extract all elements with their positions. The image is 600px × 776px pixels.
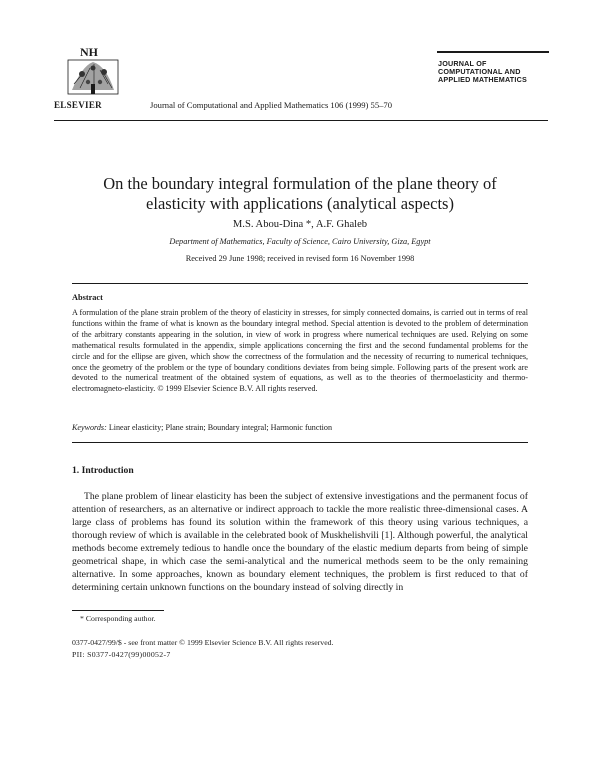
- keywords-label: Keywords:: [72, 423, 107, 432]
- keywords: [72, 423, 528, 432]
- abstract-text: A formulation of the plane strain problem of the theory of elasticity in stresses, for simply connected domains, is carried out in terms of real functions within the frame of what is known as the boundary integral method. Special attention is devoted to the problem of determination of the arbitrary constants appearing in the solution, in view of work in progress where numerical techniques are used. Relying on some mathematical results formulated in the appendix, simple applications concerning the first and the second fundamental problems for the circle and for the ellipse are given, which show the correctness of the formulation and the necessity of recurring to numerical techniques, once the geometry of the problem or the type of boundary conditions deviates from being simple. Following parts of the present work are devoted to the numerical treatment of the obtained system of equations, as well as to the theories of thermoelasticity and thermo-electromagneto-elasticity. © 1999 Elsevier Science B.V. All rights reserved.: [72, 308, 528, 394]
- keywords-list: Linear elasticity; Plane strain; Boundary integral; Harmonic function: [108, 423, 332, 432]
- header-rule: [54, 120, 548, 121]
- paper-title-line-1: On the boundary integral formulation of the plane theory of: [103, 174, 497, 193]
- journal-brand-line-1: JOURNAL OF: [438, 59, 487, 68]
- affiliation: Department of Mathematics, Faculty of Science, Cairo University, Giza, Egypt: [169, 237, 431, 246]
- pii-line: PII: S0377-0427(99)00052-7: [72, 650, 171, 659]
- corresponding-author-note: * Corresponding author.: [80, 614, 156, 623]
- authors: M.S. Abou-Dina *, A.F. Ghaleb: [232, 219, 368, 230]
- journal-brand: [438, 60, 548, 84]
- journal-brand-line-2: COMPUTATIONAL AND: [438, 67, 521, 76]
- abstract-bottom-rule: [72, 442, 528, 443]
- paper-title: [60, 174, 540, 214]
- publisher-name: ELSEVIER: [54, 100, 102, 110]
- journal-reference: Journal of Computational and Applied Mathematics 106 (1999) 55–70: [150, 100, 393, 110]
- abstract-top-rule: [72, 283, 528, 284]
- footnote-rule: [72, 610, 164, 611]
- logo-mark-text: NH: [80, 45, 98, 59]
- journal-brand-line-3: APPLIED MATHEMATICS: [438, 75, 527, 84]
- received-dates: Received 29 June 1998; received in revised form 16 November 1998: [185, 254, 415, 263]
- brand-rule: [437, 51, 549, 53]
- paper-title-line-2: elasticity with applications (analytical aspects): [146, 194, 454, 213]
- copyright-line: 0377-0427/99/$ - see front matter © 1999 Elsevier Science B.V. All rights reserved.: [72, 638, 334, 647]
- abstract-heading: Abstract: [72, 293, 103, 302]
- section-heading: 1. Introduction: [72, 465, 134, 476]
- section-body-text: The plane problem of linear elasticity has been the subject of extensive investigations and the permanent focus of attention of researchers, as an alternative or indirect approach to tackle the more realistic three-dimensional cases. A large class of problems has found its solution within the framework of this theory using various techniques, a thorough review of which is available in the celebrated book of Muskhelishvili [1]. Although powerful, the analytical methods become extremely tedious to handle once the boundary of the elastic medium departs from being of simple geometrical shape, in which case the semi-analytical and the numerical methods seem to be the only remaining alternative. In some approaches, known as boundary element techniques, the problem is first reduced to that of determining certain unknown functions on the boundary instead of solving directly in: [72, 491, 528, 593]
